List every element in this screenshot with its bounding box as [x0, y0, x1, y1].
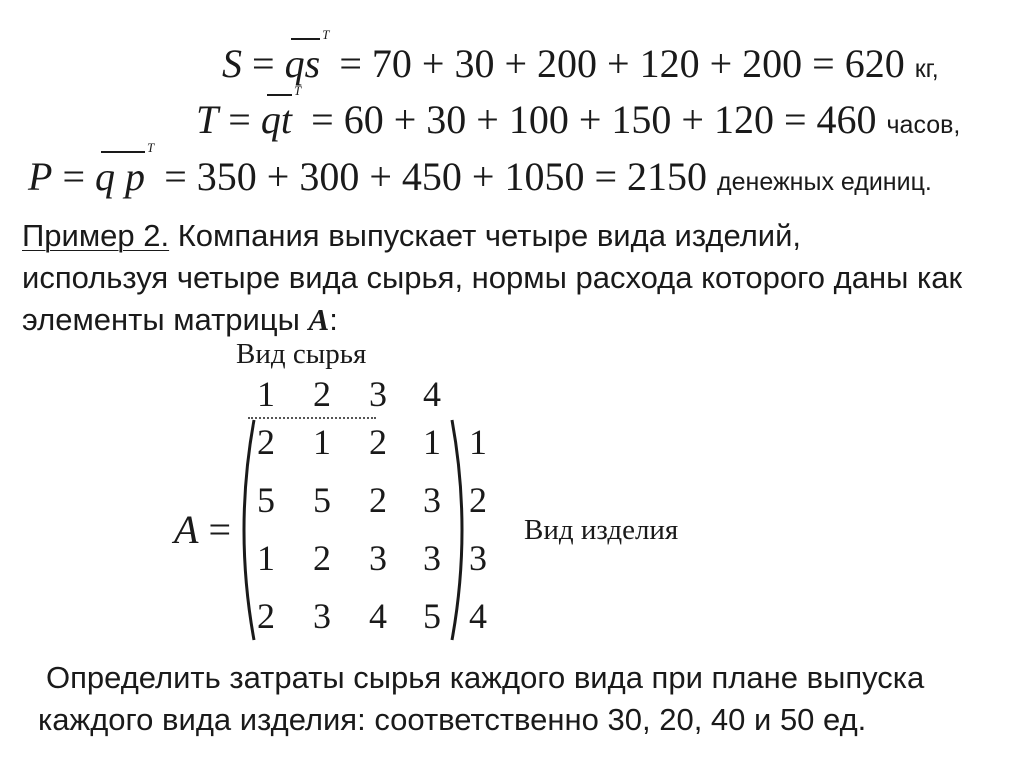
formula-t	[196, 83, 961, 142]
formula-t-unit: часов,	[886, 111, 961, 139]
matrix-label: A =	[174, 507, 231, 552]
matrix-col-label: 2	[313, 374, 331, 414]
matrix-cell: 1	[313, 422, 331, 462]
matrix-row-header: Вид изделия	[524, 514, 679, 546]
example-line-2: используя четыре вида сырья, нормы расхода которого даны как	[22, 260, 963, 295]
matrix-cell: 2	[257, 422, 275, 462]
formula-s	[222, 27, 939, 86]
formula-s-vector: qs	[284, 41, 321, 86]
formula-t-vector: qt	[260, 97, 292, 142]
matrix-cell: 2	[257, 596, 275, 636]
example-line-1: Пример 2. Компания выпускает четыре вида изделий,	[22, 218, 802, 253]
formula-s-eq: =	[252, 41, 275, 86]
formula-p-eq: =	[62, 154, 85, 199]
matrix-col-label: 4	[423, 374, 441, 414]
matrix-cell: 4	[369, 596, 387, 636]
formula-p	[28, 140, 932, 199]
matrix-cell: 2	[313, 538, 331, 578]
matrix-col-label: 1	[257, 374, 275, 414]
formula-t-transpose: T	[293, 83, 302, 98]
formula-t-eq: =	[228, 97, 251, 142]
formula-s-unit: кг,	[914, 55, 939, 83]
matrix-cell: 3	[423, 538, 441, 578]
matrix-cell: 5	[423, 596, 441, 636]
example-matrix-name: A	[308, 302, 330, 337]
matrix-row-label: 4	[469, 596, 487, 636]
matrix-column-header: Вид сырья	[236, 338, 367, 370]
formula-p-lhs: P	[28, 154, 53, 199]
matrix-cell: 1	[257, 538, 275, 578]
matrix-row-label: 2	[469, 480, 487, 520]
formula-p-vector: q p	[95, 154, 145, 199]
matrix-cell: 3	[313, 596, 331, 636]
matrix-row-label: 1	[469, 422, 487, 462]
example-line-3: элементы матрицы A:	[22, 302, 338, 337]
formula-p-transpose: T	[147, 140, 155, 155]
matrix-cell: 5	[257, 480, 275, 520]
formula-p-rhs: = 350 + 300 + 450 + 1050 = 2150	[154, 154, 708, 199]
matrix-cell: 3	[423, 480, 441, 520]
matrix-col-label: 3	[369, 374, 387, 414]
matrix-row-label: 3	[469, 538, 487, 578]
formula-p-unit: денежных единиц.	[717, 168, 932, 196]
matrix-cell: 1	[423, 422, 441, 462]
task-line-1: Определить затраты сырья каждого вида при плане выпуска	[46, 660, 925, 695]
matrix-cell: 2	[369, 480, 387, 520]
formula-s-transpose: T	[322, 27, 330, 42]
formula-t-lhs: T	[196, 97, 219, 142]
formula-t-rhs: = 60 + 30 + 100 + 150 + 120 = 460	[301, 97, 877, 142]
matrix-cell: 3	[369, 538, 387, 578]
formula-s-rhs: = 70 + 30 + 200 + 120 + 200 = 620	[329, 41, 905, 86]
task-line-2: каждого вида изделия: соответственно 30, 20, 40 и 50 ед.	[38, 702, 867, 737]
matrix-cell: 2	[369, 422, 387, 462]
formula-s-lhs: S	[222, 41, 242, 86]
matrix-cell: 5	[313, 480, 331, 520]
example-label: Пример 2.	[22, 218, 170, 253]
